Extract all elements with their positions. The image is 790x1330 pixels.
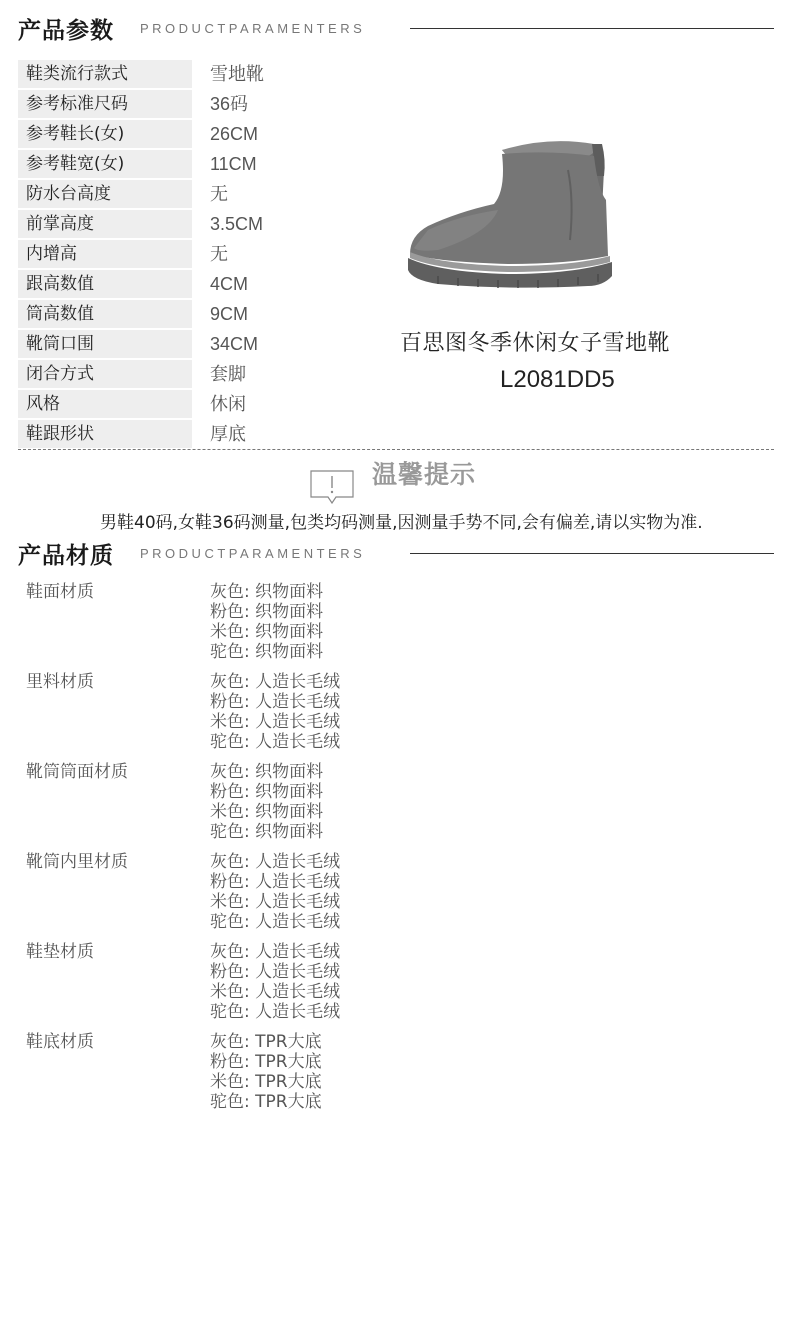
param-row bbox=[18, 300, 378, 328]
param-row bbox=[18, 240, 378, 268]
section-title: 产品材质 bbox=[18, 543, 114, 569]
material-label: 靴筒筒面材质 bbox=[26, 762, 128, 782]
material-value: 米色: 人造长毛绒 bbox=[210, 712, 341, 732]
section-header-params bbox=[18, 4, 774, 44]
param-row bbox=[18, 270, 378, 298]
param-label: 跟高数值 bbox=[18, 270, 192, 298]
material-group bbox=[26, 582, 526, 672]
exclamation-icon bbox=[310, 470, 354, 504]
param-row bbox=[18, 120, 378, 148]
param-value: 无 bbox=[210, 184, 228, 204]
param-value: 无 bbox=[210, 244, 228, 264]
material-value: 驼色: 人造长毛绒 bbox=[210, 1002, 341, 1022]
param-row bbox=[18, 60, 378, 88]
param-label: 风格 bbox=[18, 390, 192, 418]
param-row bbox=[18, 390, 378, 418]
param-row bbox=[18, 210, 378, 238]
material-label: 靴筒内里材质 bbox=[26, 852, 128, 872]
product-name: 百思图冬季休闲女子雪地靴 bbox=[400, 331, 671, 356]
material-value: 米色: 织物面料 bbox=[210, 622, 324, 642]
material-value: 驼色: TPR大底 bbox=[210, 1092, 322, 1112]
param-label: 鞋跟形状 bbox=[18, 420, 192, 448]
material-label: 鞋底材质 bbox=[26, 1032, 94, 1052]
param-row bbox=[18, 420, 378, 448]
material-value: 灰色: 织物面料 bbox=[210, 582, 324, 602]
dashed-divider bbox=[18, 449, 774, 450]
param-value: 26CM bbox=[210, 124, 259, 144]
section-header-materials bbox=[18, 529, 774, 569]
param-row bbox=[18, 360, 378, 388]
material-group bbox=[26, 1032, 526, 1122]
material-group bbox=[26, 762, 526, 852]
material-value: 米色: 人造长毛绒 bbox=[210, 982, 341, 1002]
param-label: 内增高 bbox=[18, 240, 192, 268]
section-subtitle: PRODUCTPARAMENTERS bbox=[140, 21, 366, 36]
param-value: 休闲 bbox=[210, 394, 246, 414]
param-value: 3.5CM bbox=[210, 214, 264, 234]
param-row bbox=[18, 330, 378, 358]
material-value: 米色: 织物面料 bbox=[210, 802, 324, 822]
param-value: 套脚 bbox=[210, 364, 246, 384]
material-value: 米色: 人造长毛绒 bbox=[210, 892, 341, 912]
param-value: 厚底 bbox=[210, 424, 246, 444]
material-value: 粉色: TPR大底 bbox=[210, 1052, 322, 1072]
material-value: 灰色: 织物面料 bbox=[210, 762, 324, 782]
material-value: 米色: TPR大底 bbox=[210, 1072, 322, 1092]
param-value: 9CM bbox=[210, 304, 249, 324]
param-label: 鞋类流行款式 bbox=[18, 60, 192, 88]
product-code: L2081DD5 bbox=[500, 366, 615, 393]
material-value: 粉色: 人造长毛绒 bbox=[210, 872, 341, 892]
material-group bbox=[26, 942, 526, 1032]
param-row bbox=[18, 180, 378, 208]
param-label: 闭合方式 bbox=[18, 360, 192, 388]
material-value: 驼色: 人造长毛绒 bbox=[210, 732, 341, 752]
material-value: 驼色: 人造长毛绒 bbox=[210, 912, 341, 932]
param-table bbox=[18, 60, 378, 450]
materials-table bbox=[26, 582, 526, 1122]
param-label: 靴筒口围 bbox=[18, 330, 192, 358]
notice-text: 男鞋40码,女鞋36码测量,包类均码测量,因测量手势不同,会有偏差,请以实物为准. bbox=[100, 513, 703, 533]
material-value: 粉色: 人造长毛绒 bbox=[210, 962, 341, 982]
section-title: 产品参数 bbox=[18, 18, 114, 44]
material-value: 粉色: 织物面料 bbox=[210, 782, 324, 802]
material-group bbox=[26, 852, 526, 942]
snow-boot-image bbox=[398, 130, 628, 300]
material-value: 灰色: 人造长毛绒 bbox=[210, 942, 341, 962]
material-value: 粉色: 织物面料 bbox=[210, 602, 324, 622]
material-value: 驼色: 织物面料 bbox=[210, 822, 324, 842]
material-value: 灰色: TPR大底 bbox=[210, 1032, 322, 1052]
param-label: 参考鞋宽(女) bbox=[18, 150, 192, 178]
param-value: 36码 bbox=[210, 94, 249, 114]
param-row bbox=[18, 150, 378, 178]
section-subtitle: PRODUCTPARAMENTERS bbox=[140, 546, 366, 561]
material-value: 灰色: 人造长毛绒 bbox=[210, 852, 341, 872]
param-value: 34CM bbox=[210, 334, 259, 354]
material-label: 鞋面材质 bbox=[26, 582, 94, 602]
param-row bbox=[18, 90, 378, 118]
param-label: 筒高数值 bbox=[18, 300, 192, 328]
material-label: 里料材质 bbox=[26, 672, 94, 692]
material-label: 鞋垫材质 bbox=[26, 942, 94, 962]
param-value: 11CM bbox=[210, 154, 257, 174]
param-value: 雪地靴 bbox=[210, 64, 264, 84]
material-value: 灰色: 人造长毛绒 bbox=[210, 672, 341, 692]
material-group bbox=[26, 672, 526, 762]
section-divider bbox=[410, 28, 774, 29]
section-divider bbox=[410, 553, 774, 554]
param-label: 防水台高度 bbox=[18, 180, 192, 208]
param-value: 4CM bbox=[210, 274, 249, 294]
param-label: 参考鞋长(女) bbox=[18, 120, 192, 148]
material-value: 粉色: 人造长毛绒 bbox=[210, 692, 341, 712]
param-label: 参考标准尺码 bbox=[18, 90, 192, 118]
material-value: 驼色: 织物面料 bbox=[210, 642, 324, 662]
notice-title: 温馨提示 bbox=[372, 460, 477, 489]
param-label: 前掌高度 bbox=[18, 210, 192, 238]
